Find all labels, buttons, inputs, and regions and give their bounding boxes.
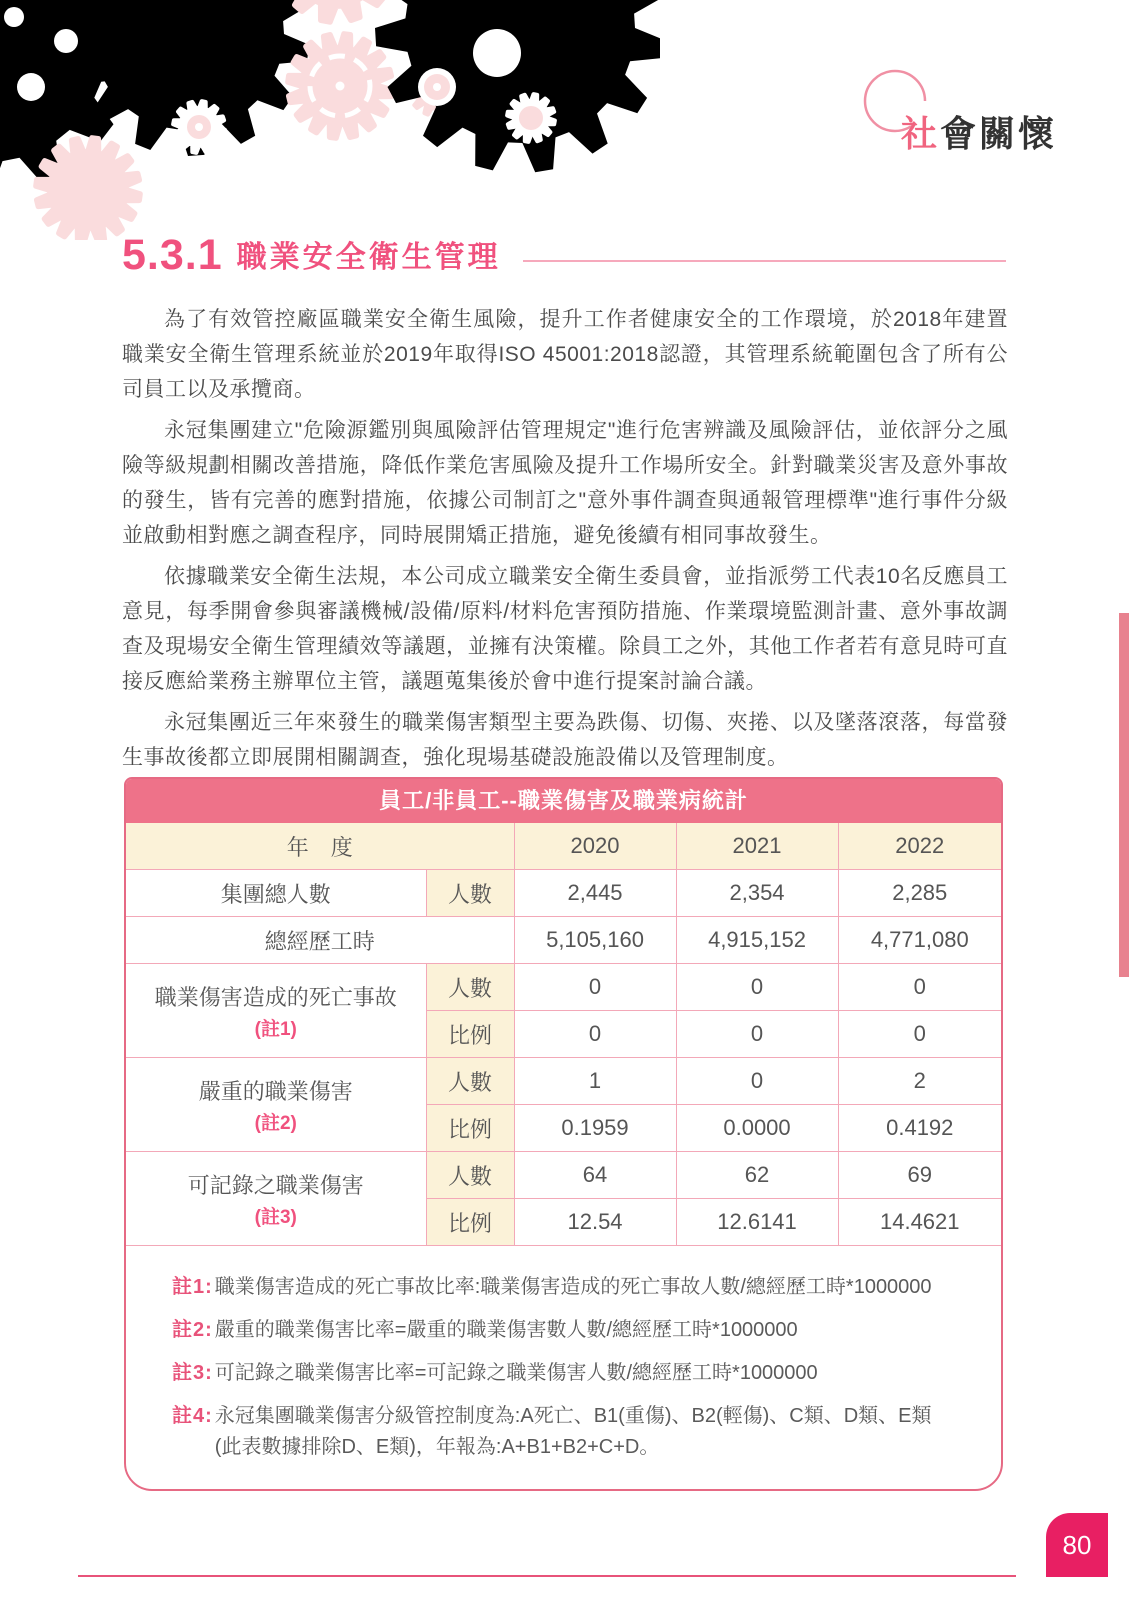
fatalities-label: 職業傷害造成的死亡事故 [154,984,397,1010]
value-cell: 0 [514,1011,676,1058]
year-2022: 2022 [838,823,1001,870]
note-2-text: 嚴重的職業傷害比率=嚴重的職業傷害數人數/總經歷工時*1000000 [214,1319,798,1341]
sub-label-ratio: 比例 [426,1199,514,1246]
table-row-serious-count [126,1058,1001,1105]
value-cell: 1 [514,1058,676,1105]
value-cell: 0 [838,1011,1001,1058]
note-3-text: 可記錄之職業傷害比率=可記錄之職業傷害人數/總經歷工時*1000000 [214,1362,818,1384]
table-row-total-people [126,870,1001,917]
value-cell: 0 [838,964,1001,1011]
sub-label-ratio: 比例 [426,1011,514,1058]
value-cell: 64 [514,1152,676,1199]
chapter-tag-rest: 會關懷 [940,113,1058,154]
value-cell: 0 [676,964,838,1011]
value-cell: 0 [676,1058,838,1105]
row-label-recordable [126,1152,426,1246]
note-2 [172,1315,981,1346]
note-3-label: 註3: [172,1362,213,1384]
chapter-tag [861,66,1081,162]
table-title: 員工/非員工--職業傷害及職業病統計 [126,779,1001,823]
value-cell: 12.54 [514,1199,676,1246]
recordable-note-ref: (註3) [254,1206,297,1228]
year-header-label: 年 度 [126,823,514,870]
paragraph-1: 為了有效管控廠區職業安全衛生風險，提升工作者健康安全的工作環境，於2018年建置職業安全衛生管理系統並於2019年取得ISO 45001:2018認證，其管理系統範圍包含了所有公司員工以及承攬商。 [122,308,1008,401]
value-cell: 12.6141 [676,1199,838,1246]
value-cell: 4,915,152 [676,917,838,964]
serious-label: 嚴重的職業傷害 [198,1078,353,1104]
gears-illustration [0,0,660,240]
table-row-recordable-count [126,1152,1001,1199]
statistics-table-card [124,777,1003,1491]
note-3 [172,1358,981,1389]
row-label-serious [126,1058,426,1152]
table-notes [126,1246,1001,1489]
value-cell: 0 [676,1011,838,1058]
row-label-total-people: 集團總人數 [126,870,426,917]
paragraph-4: 永冠集團近三年來發生的職業傷害類型主要為跌傷、切傷、夾捲、以及墜落滾落，每當發生事故後都立即展開相關調查，強化現場基礎設施設備以及管理制度。 [122,711,1008,769]
note-4-line-2: (此表數據排除D、E類)，年報為:A+B1+B2+C+D。 [214,1436,660,1458]
value-cell: 4,771,080 [838,917,1001,964]
value-cell: 62 [676,1152,838,1199]
value-cell: 0.4192 [838,1105,1001,1152]
page-edge-tab [1119,613,1129,977]
sub-label-people: 人數 [426,1058,514,1105]
recordable-label: 可記錄之職業傷害 [187,1172,364,1198]
serious-note-ref: (註2) [254,1112,297,1134]
chapter-tag-first-char: 社 [901,113,941,154]
note-4-text [215,1401,932,1463]
sub-label-people: 人數 [426,1152,514,1199]
note-4 [172,1401,981,1463]
value-cell: 0 [514,964,676,1011]
heading-rule [523,260,1006,262]
note-4-label: 註4: [172,1405,213,1427]
paragraph-2: 永冠集團建立"危險源鑑別與風險評估管理規定"進行危害辨識及風險評估，並依評分之風險等級規劃相關改善措施，降低作業危害風險及提升工作場所安全。針對職業災害及意外事故的發生，皆有完善的應對措施，依據公司制訂之"意外事件調查與通報管理標準"進行事件分級並啟動相對應之調查程序，同時展開矯正措施，避免後續有相同事故發生。 [122,419,1008,547]
row-label-total-hours: 總經歷工時 [126,917,514,964]
value-cell: 14.4621 [838,1199,1001,1246]
note-1-label: 註1: [172,1276,213,1298]
value-cell: 69 [838,1152,1001,1199]
value-cell: 0.0000 [676,1105,838,1152]
note-1 [172,1272,981,1303]
table-row-fatalities-count [126,964,1001,1011]
page-number: 80 [1062,1529,1092,1560]
body-text [122,302,1008,781]
note-2-label: 註2: [172,1319,213,1341]
statistics-table [126,823,1001,1246]
value-cell: 2 [838,1058,1001,1105]
value-cell: 0.1959 [514,1105,676,1152]
page-number-badge [1046,1513,1108,1577]
value-cell: 2,445 [514,870,676,917]
value-cell: 2,285 [838,870,1001,917]
decorative-gears [0,0,660,240]
value-cell: 2,354 [676,870,838,917]
footer-rule [78,1575,1016,1577]
row-label-fatalities [126,964,426,1058]
sub-label-people: 人數 [426,870,514,917]
note-4-line-1: 永冠集團職業傷害分級管控制度為:A死亡、B1(重傷)、B2(輕傷)、C類、D類、E類 [214,1405,932,1427]
section-heading [122,231,1006,279]
sub-label-ratio: 比例 [426,1105,514,1152]
chapter-tag-text [901,106,1057,157]
table-row-total-hours [126,917,1001,964]
year-2021: 2021 [676,823,838,870]
year-2020: 2020 [514,823,676,870]
section-number: 5.3.1 [122,231,223,279]
value-cell: 5,105,160 [514,917,676,964]
paragraph-3: 依據職業安全衛生法規，本公司成立職業安全衛生委員會，並指派勞工代表10名反應員工意見，每季開會參與審議機械/設備/原料/材料危害預防措施、作業環境監測計畫、意外事故調查及現場安全衛生管理績效等議題，並擁有決策權。除員工之外，其他工作者若有意見時可直接反應給業務主辦單位主管，議題蒐集後於會中進行提案討論合議。 [122,565,1008,693]
table-header-row [126,823,1001,870]
fatalities-note-ref: (註1) [254,1018,297,1040]
sub-label-people: 人數 [426,964,514,1011]
section-title: 職業安全衛生管理 [236,240,501,274]
note-1-text: 職業傷害造成的死亡事故比率:職業傷害造成的死亡事故人數/總經歷工時*1000000 [214,1276,932,1298]
